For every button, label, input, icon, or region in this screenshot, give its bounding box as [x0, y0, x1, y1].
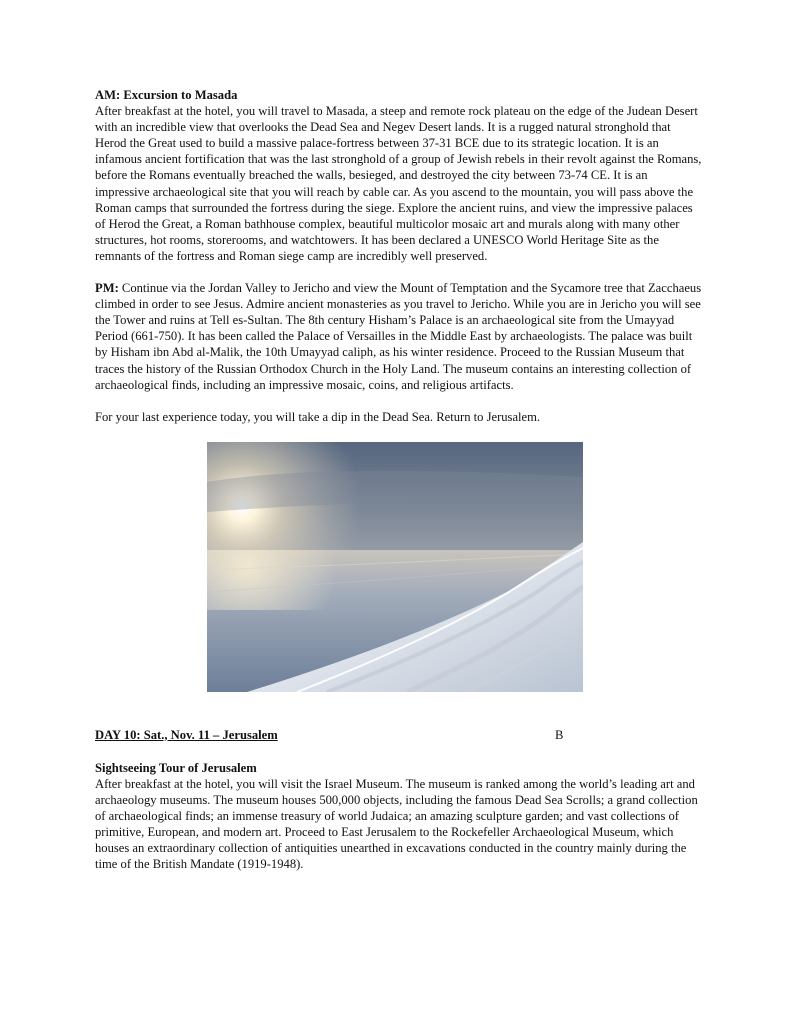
masada-heading: AM: Excursion to Masada	[95, 88, 238, 102]
dead-sea-photo	[207, 442, 583, 692]
itinerary-page	[95, 87, 705, 872]
dead-sea-salt-shore-image	[207, 442, 583, 692]
jerusalem-description: After breakfast at the hotel, you will visit the Israel Museum. The museum is ranked among the world’s leading art and archaeology museums. The museum houses 500,000 objects, including the famous Dead Sea Scrolls; a grand collection of archaeological finds; an immense treasury of world Judaica; an amazing sculpture garden; and vast collections of primitive, European, and modern art. Proceed to East Jerusalem to the Rockefeller Archaeological Museum, which houses an extraordinary collection of antiquities unearthed in excavations conducted in the country mainly during the time of the British Mandate (1919-1948).	[95, 776, 698, 872]
masada-description: After breakfast at the hotel, you will travel to Masada, a steep and remote rock plateau on the edge of the Judean Desert with an incredible view that overlooks the Dead Sea and Negev Desert lands. It is a rugged natural stronghold that Herod the Great used to build a massive palace-fortress between 37-31 BCE due to its strategic location. It is an infamous ancient fortification that was the last stronghold of a group of Jewish rebels in their revolt against the Romans, before the Romans eventually breached the walls, besieged, and destroyed the city between 73-74 CE. It is an impressive archaeological site that you will reach by cable car. As you ascend to the mountain, you will pass above the Roman camps that surrounded the fortress during the siege. Explore the ancient ruins, and view the impressive palaces of Herod the Great, a Roman bathhouse complex, beautiful multicolor mosaic art and murals along with many other structures, hot rooms, storerooms, and watchtowers. It has been declared a UNESCO World Heritage Site as the remnants of the fortress and Roman siege camp are incredibly well preserved.	[95, 104, 702, 263]
jericho-paragraph	[95, 280, 705, 393]
jericho-description: Continue via the Jordan Valley to Jericho and view the Mount of Temptation and the Sycamore tree that Zacchaeus climbed in order to see Jesus. Admire ancient monasteries as you travel to Jericho. While you are in Jericho you will see the Tower and ruins at Tell es-Sultan. The 8th century Hisham’s Palace is an archaeological site from the Umayyad Period (661-750). It has been called the Palace of Versailles in the Middle East by archaeologists. The palace was built by Hisham ibn Abd al-Malik, the 10th Umayyad caliph, as his winter residence. Proceed to the Russian Museum that traces the history of the Russian Orthodox Church in the Holy Land. The museum contains an interesting collection of archaeological finds, including an impressive mosaic, coins, and religious artifacts.	[95, 281, 702, 392]
day-10-title: DAY 10: Sat., Nov. 11 – Jerusalem	[95, 727, 278, 742]
meal-code: B	[555, 727, 564, 742]
day-10-header	[95, 727, 705, 744]
pm-label: PM:	[95, 281, 119, 296]
dead-sea-paragraph: For your last experience today, you will take a dip in the Dead Sea. Return to Jerusalem.	[95, 409, 541, 424]
jerusalem-heading: Sightseeing Tour of Jerusalem	[95, 760, 257, 775]
